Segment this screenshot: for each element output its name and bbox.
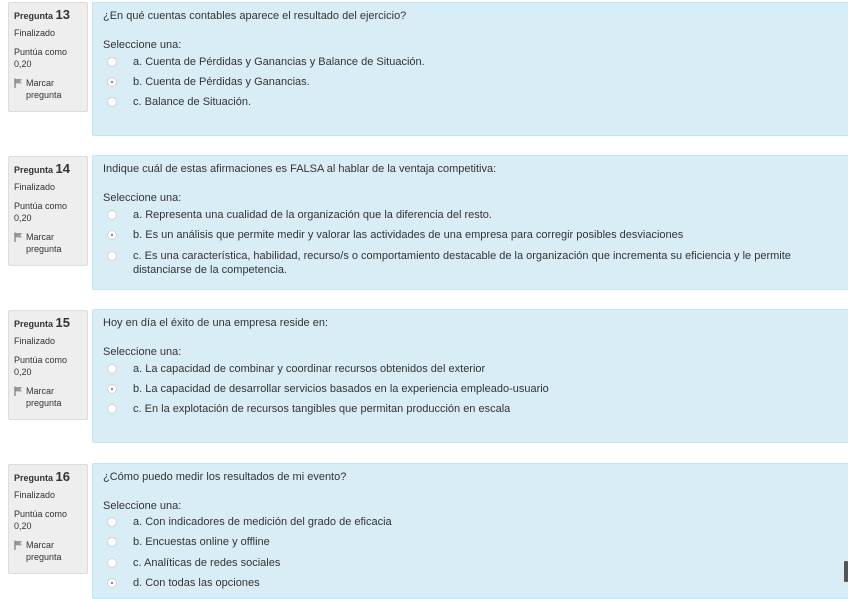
question-number: Pregunta 15: [14, 315, 70, 330]
radio-button[interactable]: [107, 57, 117, 67]
question-state: Finalizado: [14, 490, 56, 500]
select-one-prompt: Seleccione una:: [103, 39, 182, 51]
radio-button-selected[interactable]: [107, 77, 117, 87]
answer-option[interactable]: a. Representa una cualidad de la organización que la diferencia del resto.: [107, 208, 836, 222]
question-grade: Puntúa como 0,20: [14, 47, 68, 69]
question-info: [8, 310, 88, 420]
radio-button[interactable]: [107, 404, 117, 414]
radio-button[interactable]: [107, 251, 117, 261]
question-state: Finalizado: [14, 28, 56, 38]
answer-option[interactable]: b. Es un análisis que permite medir y valorar las actividades de una empresa para corregir posibles desviaciones: [107, 228, 836, 242]
answer-option[interactable]: b. Encuestas online y offline: [107, 535, 836, 549]
question-number: Pregunta 14: [14, 161, 70, 176]
question-state: Finalizado: [14, 336, 56, 346]
radio-button[interactable]: [107, 558, 117, 568]
answer-option[interactable]: c. Es una característica, habilidad, recurso/s o comportamiento destacable de la organización que incrementa su eficiencia y le permite distanciarse de la competencia.: [107, 249, 836, 277]
answer-option[interactable]: a. La capacidad de combinar y coordinar recursos obtenidos del exterior: [107, 362, 836, 376]
radio-button[interactable]: [107, 210, 117, 220]
scrollbar-thumb[interactable]: [844, 561, 848, 582]
question-text: Hoy en día el éxito de una empresa reside en:: [103, 317, 329, 329]
answer-option[interactable]: a. Con indicadores de medición del grado de eficacia: [107, 515, 836, 529]
question-number: Pregunta 13: [14, 7, 70, 22]
radio-button[interactable]: [107, 97, 117, 107]
answer-option[interactable]: c. Balance de Situación.: [107, 95, 836, 109]
radio-button-selected[interactable]: [107, 384, 117, 394]
select-one-prompt: Seleccione una:: [103, 346, 182, 358]
question-grade: Puntúa como 0,20: [14, 509, 68, 531]
flag-icon: [14, 386, 23, 396]
radio-button[interactable]: [107, 364, 117, 374]
question-formulation: [92, 2, 848, 136]
question-info: [8, 464, 88, 574]
select-one-prompt: Seleccione una:: [103, 192, 182, 204]
question-grade: Puntúa como 0,20: [14, 201, 68, 223]
flag-question-link[interactable]: Marcar pregunta: [14, 231, 87, 255]
flag-icon: [14, 540, 23, 550]
question-state: Finalizado: [14, 182, 56, 192]
flag-icon: [14, 232, 23, 242]
question-text: ¿Cómo puedo medir los resultados de mi evento?: [103, 471, 347, 483]
question-text: Indique cuál de estas afirmaciones es FALSA al hablar de la ventaja competitiva:: [103, 163, 497, 175]
question-info: [8, 156, 88, 266]
question-number: Pregunta 16: [14, 469, 70, 484]
answer-option[interactable]: a. Cuenta de Pérdidas y Ganancias y Balance de Situación.: [107, 55, 836, 69]
question-info: [8, 2, 88, 112]
flag-question-link[interactable]: Marcar pregunta: [14, 77, 87, 101]
question-grade: Puntúa como 0,20: [14, 355, 68, 377]
answer-option[interactable]: c. En la explotación de recursos tangibles que permitan producción en escala: [107, 402, 836, 416]
flag-question-link[interactable]: Marcar pregunta: [14, 385, 87, 409]
answer-option[interactable]: d. Con todas las opciones: [107, 576, 836, 590]
question-text: ¿En qué cuentas contables aparece el resultado del ejercicio?: [103, 10, 407, 22]
answer-option[interactable]: b. Cuenta de Pérdidas y Ganancias.: [107, 75, 836, 89]
question-formulation: [92, 309, 848, 443]
radio-button-selected[interactable]: [107, 578, 117, 588]
select-one-prompt: Seleccione una:: [103, 500, 182, 512]
radio-button[interactable]: [107, 537, 117, 547]
question-formulation: [92, 463, 848, 599]
question-formulation: [92, 155, 848, 290]
flag-icon: [14, 78, 23, 88]
radio-button[interactable]: [107, 517, 117, 527]
flag-question-link[interactable]: Marcar pregunta: [14, 539, 87, 563]
radio-button-selected[interactable]: [107, 230, 117, 240]
answer-option[interactable]: c. Analíticas de redes sociales: [107, 556, 836, 570]
answer-option[interactable]: b. La capacidad de desarrollar servicios basados en la experiencia empleado-usuario: [107, 382, 836, 396]
